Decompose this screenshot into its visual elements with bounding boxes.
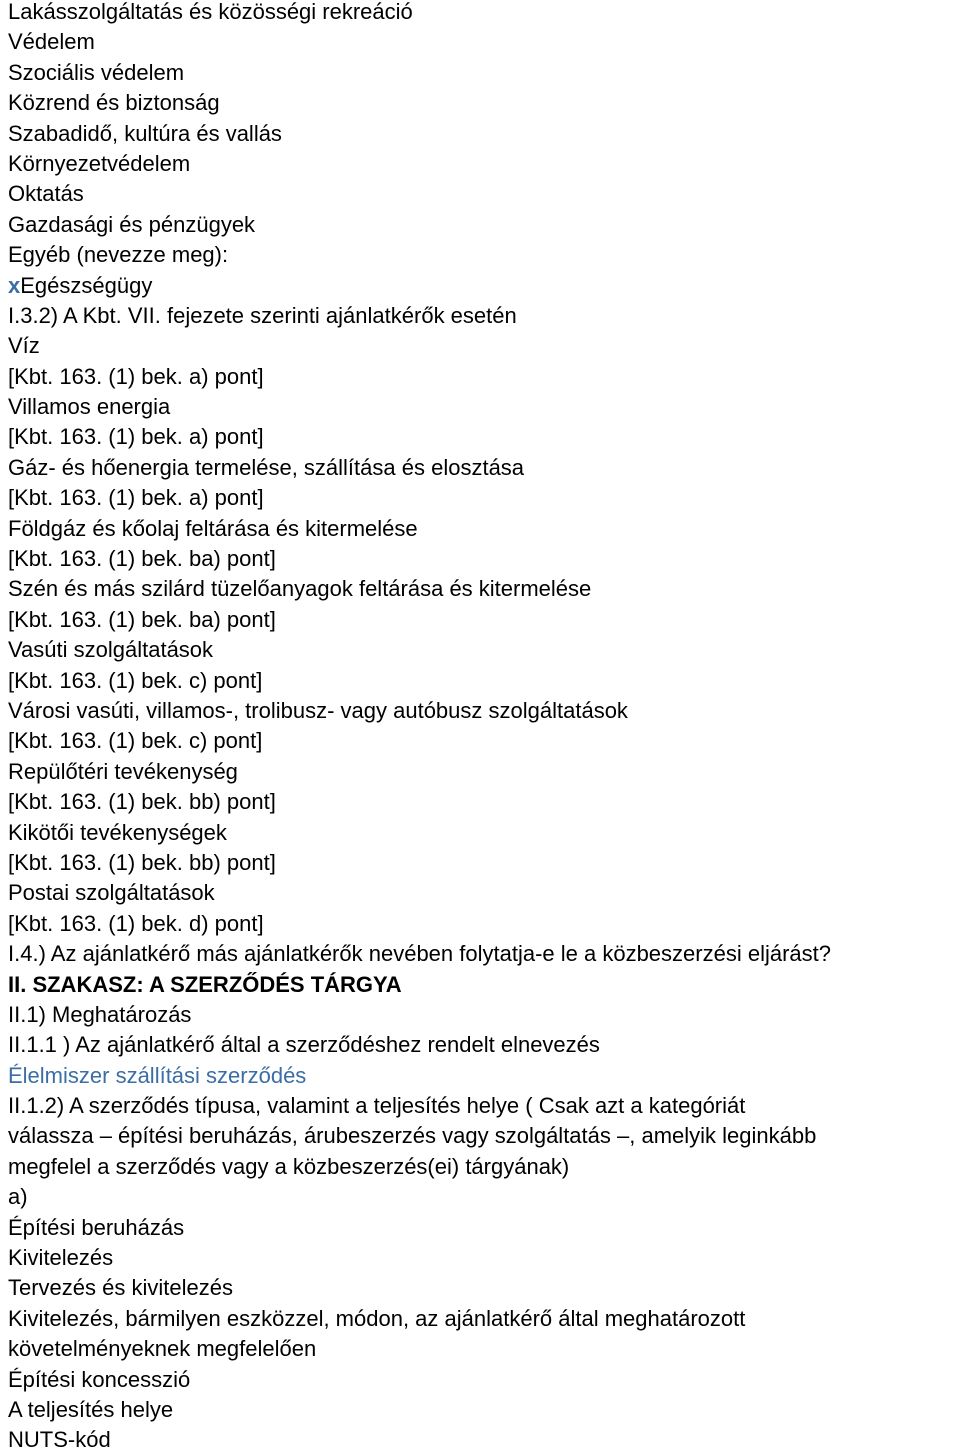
- text-line: Védelem: [8, 29, 95, 55]
- text-line: Környezetvédelem: [8, 150, 191, 176]
- kbt-item-name: Szén és más szilárd tüzelőanyagok feltárása és kitermelése: [8, 576, 592, 602]
- text-line: Tervezés és kivitelezés: [8, 1275, 233, 1301]
- document-page: [8, 0, 958, 1456]
- checked-item-label: Egészségügy: [20, 272, 153, 298]
- kbt-item-ref: [Kbt. 163. (1) bek. c) pont]: [8, 667, 263, 693]
- kbt-item-name: Városi vasúti, villamos-, trolibusz- vagy autóbusz szolgáltatások: [8, 697, 628, 723]
- kbt-item-ref: [Kbt. 163. (1) bek. bb) pont]: [8, 789, 276, 815]
- kbt-item-name: Gáz- és hőenergia termelése, szállítása és elosztása: [8, 454, 525, 480]
- text-line: Szabadidő, kultúra és vallás: [8, 120, 282, 146]
- text-line: Közrend és biztonság: [8, 90, 220, 116]
- section-text-line: megfelel a szerződés vagy a közbeszerzés(ei) tárgyának): [8, 1153, 570, 1179]
- kbt-item-ref: [Kbt. 163. (1) bek. c) pont]: [8, 728, 263, 754]
- text-line: NUTS-kód: [8, 1427, 111, 1453]
- section-subheading: II.1.1 ) Az ajánlatkérő által a szerződéshez rendelt elnevezés: [8, 1032, 600, 1058]
- section-ii-heading: II. SZAKASZ: A SZERZŐDÉS TÁRGYA: [8, 971, 402, 997]
- section-text-line: válassza – építési beruházás, árubeszerzés vagy szolgáltatás –, amelyik leginkább: [8, 1123, 817, 1149]
- checked-item: [8, 271, 958, 301]
- kbt-item-name: Repülőtéri tevékenység: [8, 758, 238, 784]
- text-line: A teljesítés helye: [8, 1396, 174, 1422]
- section-heading: I.3.2) A Kbt. VII. fejezete szerinti ajánlatkérők esetén: [8, 302, 517, 328]
- kbt-item-ref: [Kbt. 163. (1) bek. a) pont]: [8, 485, 264, 511]
- text-line: Lakásszolgáltatás és közösségi rekreáció: [8, 0, 413, 24]
- kbt-item-name: Postai szolgáltatások: [8, 880, 215, 906]
- kbt-item-ref: [Kbt. 163. (1) bek. a) pont]: [8, 424, 264, 450]
- kbt-item-ref: [Kbt. 163. (1) bek. d) pont]: [8, 910, 264, 936]
- text-line: követelményeknek megfelelően: [8, 1336, 317, 1362]
- section-question: I.4.) Az ajánlatkérő más ajánlatkérők nevében folytatja-e le a közbeszerzési eljárást?: [8, 941, 831, 967]
- kbt-item-ref: [Kbt. 163. (1) bek. ba) pont]: [8, 606, 276, 632]
- kbt-item-ref: [Kbt. 163. (1) bek. bb) pont]: [8, 849, 276, 875]
- text-line: Egyéb (nevezze meg):: [8, 242, 229, 268]
- checkmark-x-icon: x: [8, 272, 21, 298]
- kbt-item-ref: [Kbt. 163. (1) bek. a) pont]: [8, 363, 264, 389]
- kbt-item-name: Víz: [8, 333, 40, 359]
- text-line: Kivitelezés: [8, 1245, 114, 1271]
- kbt-item-name: Vasúti szolgáltatások: [8, 637, 214, 663]
- kbt-item-name: Villamos energia: [8, 394, 171, 420]
- text-line: Oktatás: [8, 181, 84, 207]
- kbt-item-ref: [Kbt. 163. (1) bek. ba) pont]: [8, 546, 276, 572]
- text-line: a): [8, 1184, 28, 1210]
- text-line: Építési koncesszió: [8, 1366, 191, 1392]
- text-line: Gazdasági és pénzügyek: [8, 211, 256, 237]
- text-line: Szociális védelem: [8, 59, 185, 85]
- kbt-item-name: Kikötői tevékenységek: [8, 819, 227, 845]
- text-line: Kivitelezés, bármilyen eszközzel, módon, az ajánlatkérő által meghatározott: [8, 1305, 746, 1331]
- section-subheading: II.1) Meghatározás: [8, 1001, 192, 1027]
- text-line: Építési beruházás: [8, 1214, 185, 1240]
- section-text-line: II.1.2) A szerződés típusa, valamint a teljesítés helye ( Csak azt a kategóriát: [8, 1093, 746, 1119]
- contract-name-value: Élelmiszer szállítási szerződés: [8, 1062, 307, 1088]
- kbt-item-name: Földgáz és kőolaj feltárása és kitermelése: [8, 515, 418, 541]
